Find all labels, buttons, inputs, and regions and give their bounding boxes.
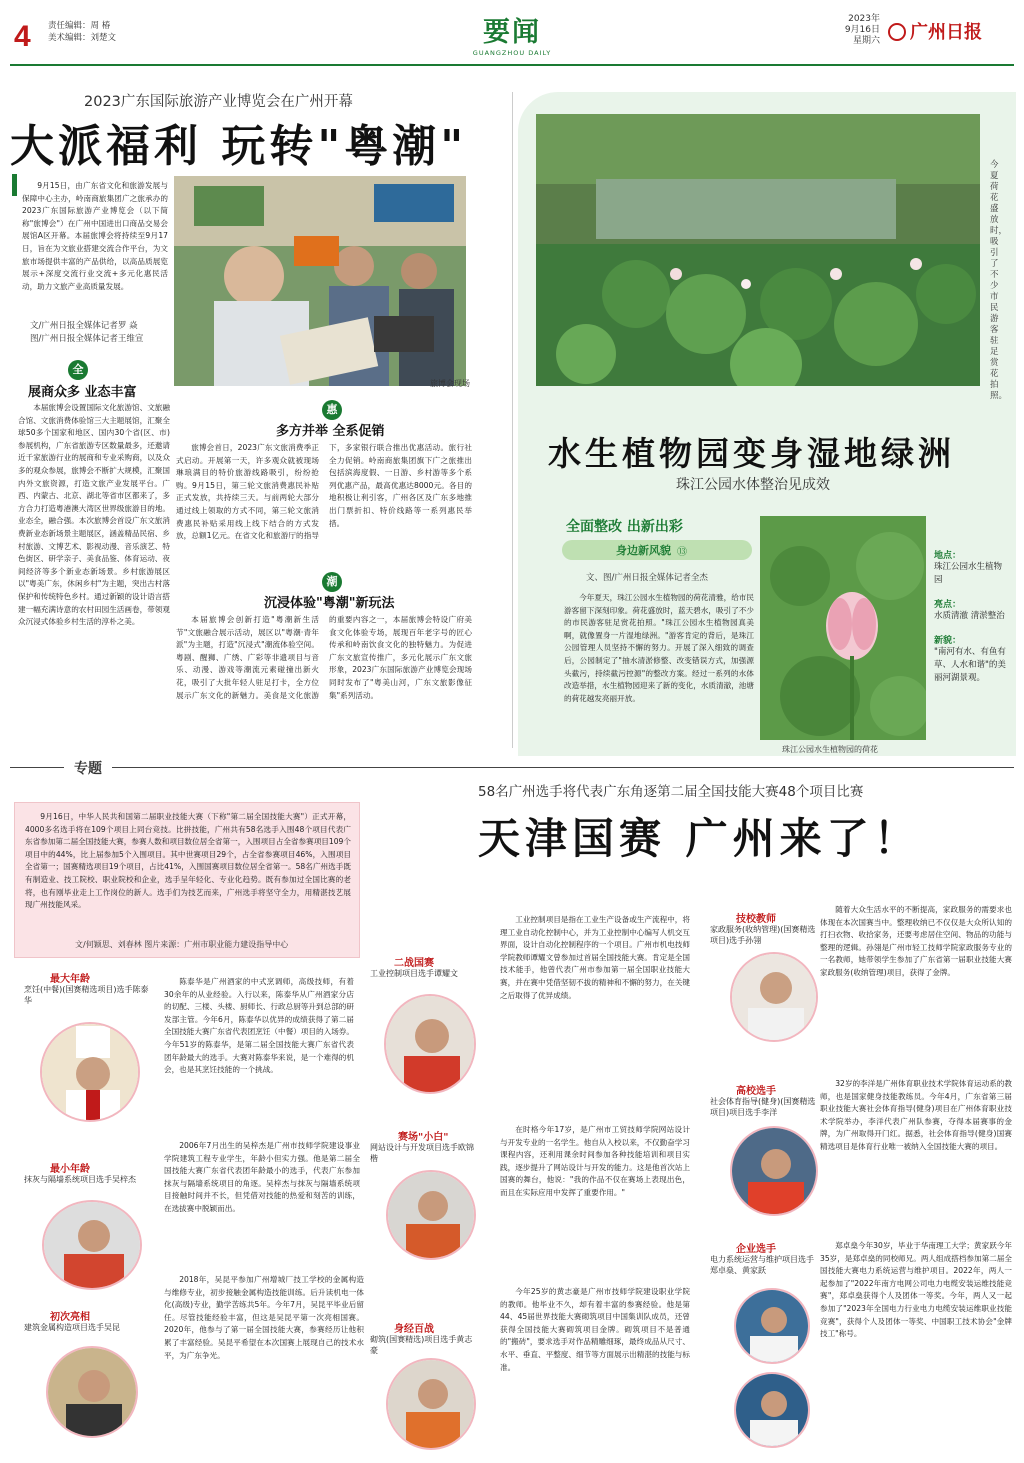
date-line: 2023年 (848, 14, 880, 24)
story2-paragraph: 今年夏天，珠江公园水生植物园的荷花清雅，给市民游客留下深刻印象。荷花盛放时，蓝天碧水，吸引了不少的市民游客驻足赏花拍照。"珠江公园水生植物园真美啊，就像置身一片湿地绿洲。"游客肯定的背后，是珠江公园管理人员坚持不懈的努力。开展了深入细致的调查后，公园制定了"抽水清淤修整、改变错误方式，加强源头截污，持续截污控源"的整改方案。经过一系列的水体改造举措，水生植物园迎来了新的变化，水质清澈，池塘的荷花越发亮丽开放。 (564, 593, 754, 703)
story1-kicker: 2023广东国际旅游产业博览会在广州开幕 (84, 94, 353, 110)
series-banner (562, 516, 752, 562)
athlete-paragraph: 2018年，吴昆平参加广州增城厂技工学校的金属构造与维修专业，初步接触金属构造技能训练。后升读机电一体化(高级)专业，勤学苦练共5年。今年7月，吴昆平毕业后留任。尽管技能经验丰富，但这是吴昆平第一次亮相国赛。2020年，他参与了第一届全国技能大赛，参赛经历让他积累了丰富经验。吴昆平希望在本次国赛上展现自己的技术水平，为广东争光。 (164, 1275, 364, 1360)
athlete-card-debut (14, 1274, 364, 1454)
athlete-event: 砌筑(国赛精选)项目选手黄志豪 (370, 1335, 473, 1355)
athlete-event: 抹灰与隔墙系统项目选手吴梓杰 (24, 1175, 136, 1184)
athlete-event: 工业控制项目选手谭耀文 (370, 969, 458, 978)
date-line: 9月16日 (844, 25, 880, 35)
story2-headline: 水生植物园变身湿地绿洲 (548, 434, 955, 473)
byline-line: 图/广州日报全媒体记者王维宣 (30, 334, 144, 344)
info-item (934, 597, 1008, 623)
athlete-tag: 身经百战 (394, 1324, 434, 1335)
story1-lead-accent (12, 174, 17, 196)
athlete-portrait (730, 1126, 818, 1216)
athlete-event: 社会体育指导(健身)(国赛精选项目)项目选手李洋 (710, 1097, 816, 1117)
info-value-location: 珠江公园水生植物园 (934, 562, 1003, 585)
athlete-portrait (386, 1358, 476, 1450)
intro-paragraph: 9月16日，中华人民共和国第二届职业技能大赛（下称"第二届全国技能大赛"）正式开幕，4000多名选手将在109个项目上同台竞技。比拼技能，广州共有58名选手入围48个项目代表广东省参加第二届全国技能大赛，参赛人数和项目数位居全省第一，入围项目占全省参赛项目109个项目中的44%，比上届参加5个入围项目。其中世赛项目29个，占全省参赛项目46%，入围项目全省第一；国赛精选项目19个项目，占比41%，入围国赛项目数位居全省第一。58名广州选手既有制造业、技工院校、职业院校和企业，选手呈年轻化、专业化趋势。既有参加过全国比赛的老将，也有刚毕业走上工作岗位的新人。选手们为技艺而来，广州选手将坚守全力，用精湛技艺展现广州技能风采。 (25, 812, 351, 910)
section-title-hui: 多方并举 全系促销 (276, 424, 385, 439)
athlete-event: 建筑金属构造项目选手吴昆 (24, 1323, 120, 1332)
athlete-portrait (46, 1346, 138, 1438)
series-subtitle: 身边新风貌 (616, 544, 671, 557)
section-badge-quan: 全 (68, 360, 88, 380)
section-title: 要闻 (483, 17, 541, 48)
athlete-tag: 技校教师 (736, 914, 776, 925)
date-line: 星期六 (852, 36, 880, 46)
athlete-text (500, 1286, 690, 1452)
athlete-card-oldest (14, 966, 354, 1156)
athlete-card-teacher (700, 904, 1012, 1074)
athlete-tag: 初次亮相 (50, 1312, 90, 1323)
special-headline: 天津国赛 广州来了！ (478, 814, 921, 863)
info-label-new-look: 新貌： (934, 636, 962, 646)
athlete-tag: 企业选手 (736, 1244, 776, 1255)
info-item (934, 548, 1008, 587)
athlete-portrait (730, 952, 818, 1042)
athlete-text (164, 1140, 360, 1250)
athlete-card-college (700, 1078, 1012, 1238)
athlete-text (164, 976, 354, 1136)
athlete-event: 电力系统运营与维护项目选手郑卓燊、黄家跃 (710, 1255, 814, 1275)
section-badge-chao: 潮 (322, 572, 342, 592)
lead-paragraph: 9月15日，由广东省文化和旅游发展与保障中心主办，岭南商旅集团广之旅承办的2023广东国际旅游产业博览会（以下简称"旅博会"）在广州中国进出口商品交易会展馆A区开幕。本届旅博会将持续至9月17日，旨在为文旅业搭建交流合作平台，为文旅市场提供丰富的产品供给，以高品质展览展示+深度交流行业交流+多元化惠民活动，助力文旅产业高质量发展。 (22, 181, 168, 291)
athlete-text (500, 1124, 690, 1264)
logo-text: 广州日报 (910, 22, 982, 43)
athlete-tag: 二战国赛 (394, 958, 434, 969)
athlete-card-veteran (364, 1286, 690, 1456)
metalworker-photo (48, 1348, 138, 1438)
intro-text (25, 811, 351, 935)
athlete-card-youngest (14, 1140, 360, 1270)
expo-crowd-photo (174, 176, 466, 386)
story2-main-photo (536, 114, 980, 386)
page-number: 4 (14, 20, 31, 53)
athlete-paragraph: 陈泰华是广州酒家的中式烹调师，高级技师，有着30余年的从业经验。入行以来，陈泰华从广州酒家分店的切配、三楼、头楼、厨师长、行政总厨等升到总部的研发部主管。今年6月，陈泰华以优异的成绩获得了第二届全国技能大赛广东省代表团烹饪（中餐）项目的入场券。今年51岁的陈泰华，是第二届全国技能大赛广东省代表团年龄最大的选手。大赛对陈泰华来说，是一个难得的机会，也是其烹饪技能的一个挑战。 (164, 977, 354, 1075)
athlete-tag: 最小年龄 (50, 1164, 90, 1175)
info-value-highlight: 水质清澈 清淤整治 (934, 611, 1005, 621)
athlete-portrait (734, 1288, 810, 1364)
athlete-text (500, 914, 690, 1114)
story1-headline: 大派福利 玩转"粤潮" (10, 121, 468, 172)
series-number: ⑬ (677, 546, 687, 558)
story2-photo-caption-vertical: 今夏荷花盛放时，吸引了不少市民游客驻足赏花拍照。 (990, 160, 1008, 401)
athlete-text (820, 1078, 1012, 1238)
story1-photo (174, 176, 466, 386)
athlete-tag: 赛场"小白" (398, 1132, 449, 1143)
info-label-location: 地点： (934, 551, 962, 561)
electrician-photo (736, 1290, 810, 1364)
editor-credits (48, 20, 116, 44)
housekeeping-teacher-photo (732, 954, 818, 1042)
athlete-text (820, 904, 1012, 1074)
fitness-coach-photo (732, 1128, 818, 1216)
info-item (934, 633, 1008, 685)
story1-photo-caption: 旅博会现场 (430, 379, 470, 388)
story2-lotus-photo (760, 516, 926, 740)
story2-lotus-caption: 珠江公园水生植物园的荷花 (782, 745, 878, 754)
section-title-quan: 展商众多 业态丰富 (28, 385, 137, 400)
section-badge-hui: 惠 (322, 400, 342, 420)
athlete-portrait (40, 1022, 140, 1122)
section-body-hui (176, 442, 472, 568)
column-divider (512, 92, 513, 748)
story1-lead (22, 180, 168, 293)
athlete-event: 网站设计与开发项目选手欧锦楷 (370, 1143, 474, 1163)
section-paragraph: 本届旅博会设置国际文化旅游馆、文旅融合馆、文旅消费体验馆三大主题展馆，汇聚全球50多个国家和地区、国内30个省(区、市)参展机构，广东省旅游专区数量最多，还邀请近千家旅游行业的展商和专业采购商，以及众多的观众参展，旅博会不断扩大规模，汇聚国内外文旅资源，打造文旅产业发展平台。广西、内蒙古、北京、湖北等省市区都来了，多方合力打造粤港澳大湾区世界级旅游目的地。业态全，融合强。本次旅博会首设广东文旅消费新业态新场景主题展区，涵盖精品民宿、乡村旅游、文博艺术、影视动漫、音乐演艺、特色街区、研学亲子、美食品鉴、体育运动、夜间经济等多个新业态新场景。乡村旅游展区以"粤美广东，休闲乡村"为主题，突出古村落保护和传统特色乡村。通过新颖的设计语言搭建一幅充满诗意的农村田园生活画卷，带领观众沉浸式体验乡村生活的淳朴之美。 (18, 403, 170, 627)
athlete-card-enterprise (700, 1240, 1012, 1456)
series-title: 全面整改 出新出彩 (566, 519, 683, 535)
athlete-event: 烹饪(中餐)(国赛精选项目)选手陈泰华 (24, 985, 149, 1005)
special-kicker: 58名广州选手将代表广东角逐第二届全国技能大赛48个项目比赛 (478, 784, 864, 800)
athlete-paragraph: 2006年7月出生的吴梓杰是广州市技师学院建设事业学院建筑工程专业学生，年龄小但实力强。他是第二届全国技能大赛广东省代表团年龄最小的选手，代表广东参加抹灰与隔墙系统项目的角逐。吴梓杰与抹灰与隔墙系统项目接触时间并不长，但凭借对技能的热爱和刻苦的训练，在选拔赛中脱颖而出。 (164, 1141, 360, 1213)
athlete-tag: 最大年龄 (50, 974, 90, 985)
athlete-paragraph: 郑卓燊今年30岁，毕业于华南理工大学；黄家跃今年35岁，是郑卓燊的同校师兄。两人组成搭档参加第二届全国技能大赛电力系统运营与维护项目。2022年，两人一起参加了"2022年南方电网公司电力电缆安装运维技能竞赛"，郑卓燊获得个人及团体一等奖。今年，两人又一起参加了"2023年全国电力行业电力电缆安装运维职业技能竞赛"，获得个人及团体一等奖、中国职工技术协会"金牌技工"称号。 (820, 1241, 1012, 1339)
athlete-paragraph: 工业控制项目是指在工业生产设备或生产流程中，将理工业自动化控制中心，并为工业控制中心编写人机交互界面，设计自动化控制程序的一个项目。广州市机电技师学院教师谭耀文曾参加过首届全国技能大赛。肯定是全国技术能手，他曾代表广州市参加第一届全国职业技能大赛，并在赛中凭借坚韧不拔的精神和不懈的努力，在关键之后取得了优异成绩。 (500, 915, 690, 1000)
editor-line: 责任编辑：周 椿 (48, 21, 111, 31)
series-subtitle-band (562, 540, 752, 560)
special-intro-box (14, 802, 360, 958)
athlete-portrait (386, 1170, 476, 1260)
story2-body (564, 592, 754, 756)
section-paragraph: 旅博会首日，2023广东文旅消费季正式启动。开展第一天，许多观众就被现场琳琅满目的特价旅游线路吸引，纷纷抢购。9月15日，第三轮文旅消费惠民补贴正式发放，共持续三天。与前两轮大部分通过线上领取的方式不同，第三轮文旅消费惠民补贴采用线上线下结合的方式发放，总额1亿元。在省文化和旅游厅的指导下，多家银行联合推出优惠活动。旅行社全力促销。岭南商旅集团旗下广之旅推出包括滨海度假、一日游、乡村游等多个系列优惠产品，最高优惠达8000元。各目的地积极让利引客，广州各区及广东多地推出门票折扣、特价线路等一系列惠民举措。 (176, 443, 472, 541)
athlete-paragraph: 32岁的李洋是广州体育职业技术学院体育运动系的教师，也是国家健身技能教练员。今年4月，广东省第三届职业技能大赛社会体育指导(健身)项目在广州体育职业技术学院举办，李洋代表广州队参赛，夺得本届赛事的金牌，为广州取得开门红。据悉，社会体育指导(健身)国赛精选项目是体育行业唯一被纳入全国技能大赛的项目。 (820, 1079, 1012, 1151)
info-value-new-look: "南河有水、有鱼有草、人水和谐"的美丽河湖景观。 (934, 647, 1006, 683)
issue-date (820, 14, 880, 47)
control-engineer-photo (386, 996, 476, 1094)
lotus-pond-photo (536, 114, 980, 386)
athlete-portrait (734, 1372, 810, 1448)
byline-line: 文/广州日报全媒体记者罗 焱 (30, 321, 138, 331)
section-subtitle: GUANGZHOU DAILY (472, 49, 552, 57)
info-label-highlight: 亮点： (934, 600, 962, 610)
section-paragraph: 本届旅博会创新打造"粤潮新生活节"文旅融合展示活动，展区以"粤潮·青年派"为主题，打造"沉浸式"潮流体验空间。粤剧、醒狮、广绣、广彩等非遗项目与音乐、动漫、游戏等潮流元素碰撞出新火花，吸引了大批年轻人驻足打卡，全方位展示广东文化的新魅力。美食是文化旅游的重要内容之一，本届旅博会特设广府美食文化体验专场，展现百年老字号的匠心传承和岭南饮食文化的独特魅力。为促进广东文旅宣传推广，多元化展示广东文旅形象，2023广东国际旅游产业博览会现场同时发布了"粤美山河，广东文旅影像征集"系列活动。 (176, 615, 472, 700)
athlete-tag: 高校选手 (736, 1086, 776, 1097)
logo-mark-icon (888, 23, 906, 41)
athlete-text (820, 1240, 1012, 1452)
athlete-card-second-attempt (364, 915, 690, 1114)
athlete-paragraph: 今年25岁的黄志豪是广州市技师学院建设职业学院的教师。他毕业不久，却有着丰富的参赛经验。他是第44、45届世界技能大赛砌筑项目中国集训队成员，还曾获得全国技能大赛砌筑项目金牌。砌筑项目不是普通的"搬砖"，要求选手对作品精雕细琢，最终成品从尺寸、水平、垂直、平整度、细节等方面展示出精湛的技能与标准。 (500, 1287, 690, 1372)
header-rule (10, 64, 1014, 66)
electrician-photo (736, 1374, 810, 1448)
story2-info-panel (934, 548, 1008, 685)
section-body-chao (176, 614, 472, 744)
athlete-card-rookie (364, 1124, 690, 1274)
chef-photo (42, 1024, 140, 1122)
athlete-text (164, 1274, 364, 1450)
story1-byline (30, 320, 170, 346)
web-developer-photo (388, 1172, 476, 1260)
lotus-flower-photo (760, 516, 926, 740)
editor-line: 美术编辑：刘楚文 (48, 33, 117, 43)
story2-subhead: 珠江公园水体整治见成效 (676, 477, 830, 493)
story2-byline: 文、图/广州日报全媒体记者全杰 (586, 573, 708, 583)
intro-credit: 文/何颖思、刘春林 图片来源：广州市职业能力建设指导中心 (75, 940, 289, 949)
athlete-paragraph: 在时格今年17岁，是广州市工贸技师学院网站设计与开发专业的一名学生。他自从入校以来，不仅勤奋学习课程内容，还利用课余时间参加各种技能培训和项目实践，逐步提升了网站设计与开发的能力。这是他首次站上国赛的舞台，他说："我的作品不仅在赛场上表现出色，而且在实际应用中发挥了重要作用。" (500, 1125, 690, 1197)
special-section-label: 专题 (64, 758, 112, 778)
bricklayer-photo (388, 1360, 476, 1450)
athlete-event: 家政服务(收纳管理)(国赛精选项目)选手孙翎 (710, 925, 816, 945)
section-body-quan (18, 402, 170, 742)
athlete-paragraph: 随着大众生活水平的不断提高，家政服务的需要求也体现在本次国赛当中。整理收纳已不仅仅是大众所认知的打扫衣物、收拾家务，还要考虑居住空间、物品的功能与整理的逻辑。孙翎是广州市轻工技师学院家政服务专业的一名教师，她带领学生参加了广东省第一届职业技能大赛家政服务(收纳管理)项目，获得了金牌。 (820, 905, 1012, 977)
special-section-rule (10, 767, 1014, 768)
section-title-chao: 沉浸体验"粤潮"新玩法 (264, 596, 395, 611)
athlete-portrait (384, 994, 476, 1094)
newspaper-logo (888, 18, 982, 44)
